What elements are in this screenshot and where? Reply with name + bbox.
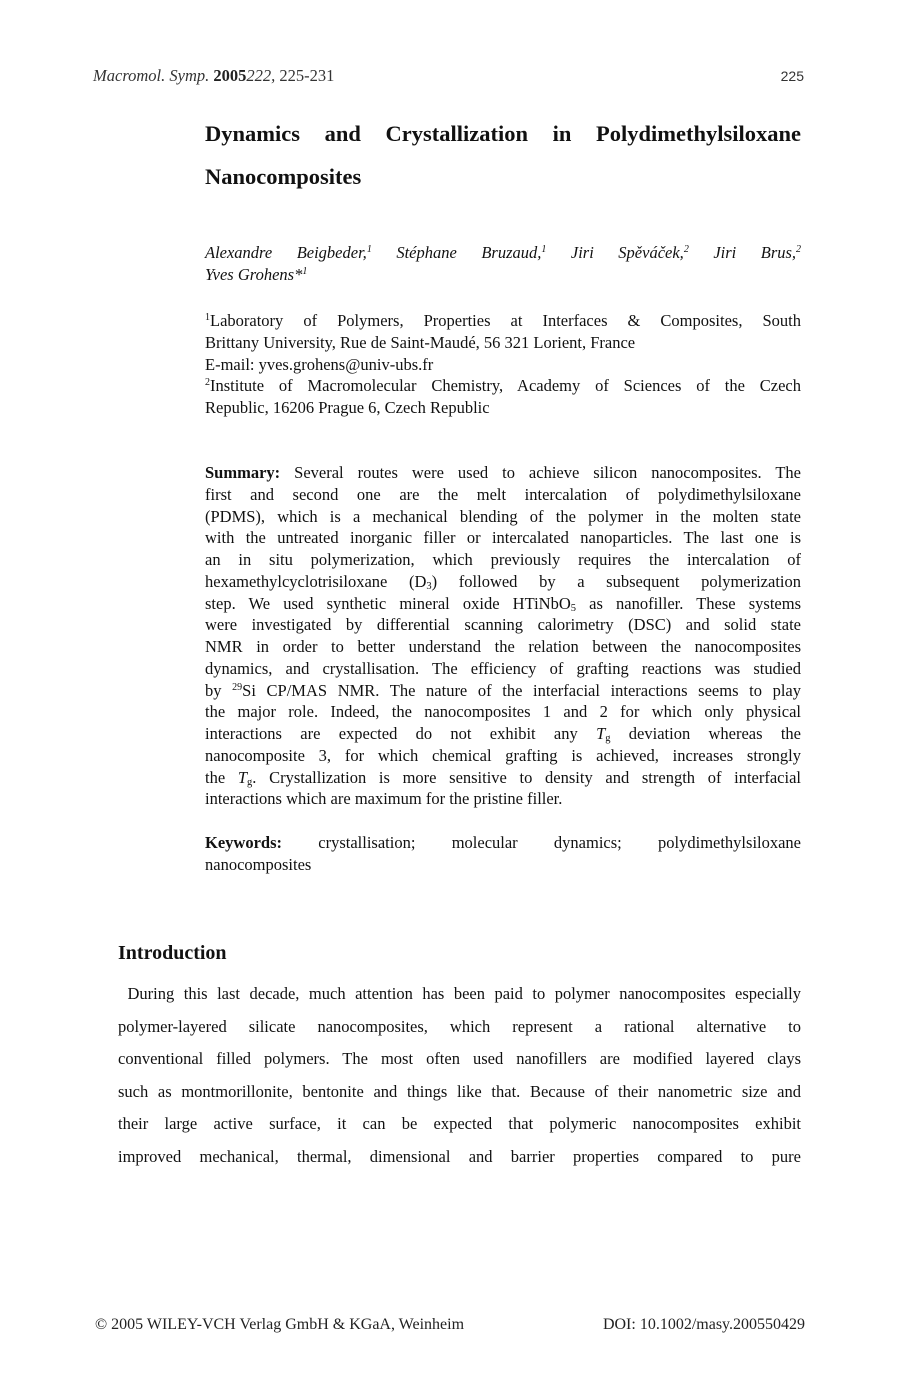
- summary-label: Summary:: [205, 463, 281, 482]
- author-name: Alexandre Beigbeder,$^1$: [205, 243, 372, 262]
- email-address: E-mail: yves.grohens@univ-ubs.fr: [205, 354, 434, 374]
- abstract-summary: Summary: Several routes were used to achieve silicon nanocomposites. The first and second one are the melt intercalation of polydimethylsiloxane (PDMS), which is a mechanical blending of the polymer in the molten state with the untreated inorganic filler or intercalated nanoparticles. The last one is an in situ polymerization, which previously requires the intercalation of hexamethylcyclotrisiloxane $(D_3)$ followed by a subsequent polymerization step. We used synthetic mineral oxide HTiNbO$_5$ as nanofiller. These systems were investigated by differential scanning calorimetry (DSC) and solid state NMR in order to better understand the relation between the nanocomposites dynamics, and crystallisation. The efficiency of grafting reactions was studied by $^{29}$Si CP/MAS NMR. The nature of the interfacial interactions seems to play the major role. Indeed, the nanocomposites 1 and 2 for which only physical interactions are expected do not exhibit any $T_g$ deviation whereas the nanocomposite 3, for which chemical grafting is achieved, increases strongly the $T_g$. Crystallization is more sensitive to density and strength of interfacial interactions which are maximum for the pristine filler.: [205, 463, 802, 809]
- section-heading: Introduction: [118, 942, 227, 964]
- journal-reference: [93, 66, 334, 86]
- author-row-2: [205, 264, 801, 286]
- title-line-1: Dynamics and Crystallization in Polydimethylsiloxane: [205, 121, 801, 146]
- author-name: Jiri Spěváček,$^2$: [570, 243, 689, 262]
- affiliations: [205, 310, 801, 419]
- author-name: Stéphane Bruzaud,$^1$: [396, 243, 547, 262]
- author-name: Jiri Brus,$^2$: [713, 243, 802, 262]
- title-line-2: Nanocomposites: [205, 164, 362, 189]
- page-number: 225: [780, 68, 804, 84]
- keywords-label: Keywords:: [205, 833, 282, 852]
- affiliation-2-line-2: Republic, 16206 Prague 6, Czech Republic: [205, 398, 490, 418]
- journal-volume: 222,: [246, 66, 276, 85]
- author-name: Yves Grohens*$^1$: [205, 265, 308, 284]
- keywords: Keywords: crystallisation; molecular dynamics; polydimethylsiloxane nanocomposites: [205, 833, 802, 874]
- author-row-1: [205, 242, 801, 264]
- author-list: [205, 242, 801, 286]
- paper-title: [205, 112, 801, 198]
- journal-year: 2005: [213, 66, 247, 85]
- affiliation-1-line-2: Brittany University, Rue de Saint-Maudé, 56 321 Lorient, France: [205, 332, 636, 352]
- journal-pages: 225-231: [279, 66, 335, 85]
- affiliation-2-line-1: $^2$Institute of Macromolecular Chemistry, Academy of Sciences of the Czech: [205, 376, 801, 396]
- copyright-notice: © 2005 WILEY-VCH Verlag GmbH & KGaA, Weinheim: [95, 1316, 465, 1333]
- affiliation-1-line-1: $^1$Laboratory of Polymers, Properties at Interfaces & Composites, South: [205, 311, 801, 330]
- introduction-body: During this last decade, much attention has been paid to polymer nanocomposites especially polymer-layered silicate nanocomposites, which represent a rational alternative to conventional filled polymers. The most often used nanofillers are modified layered clays such as montmorillonite, bentonite and things like that. Because of their nanometric size and their large active surface, it can be expected that polymeric nanocomposites exhibit improved mechanical, thermal, dimensional and barrier properties compared to pure: [118, 984, 801, 1166]
- doi: DOI: 10.1002/masy.200550429: [602, 1316, 805, 1333]
- journal-name: Macromol. Symp.: [93, 66, 210, 85]
